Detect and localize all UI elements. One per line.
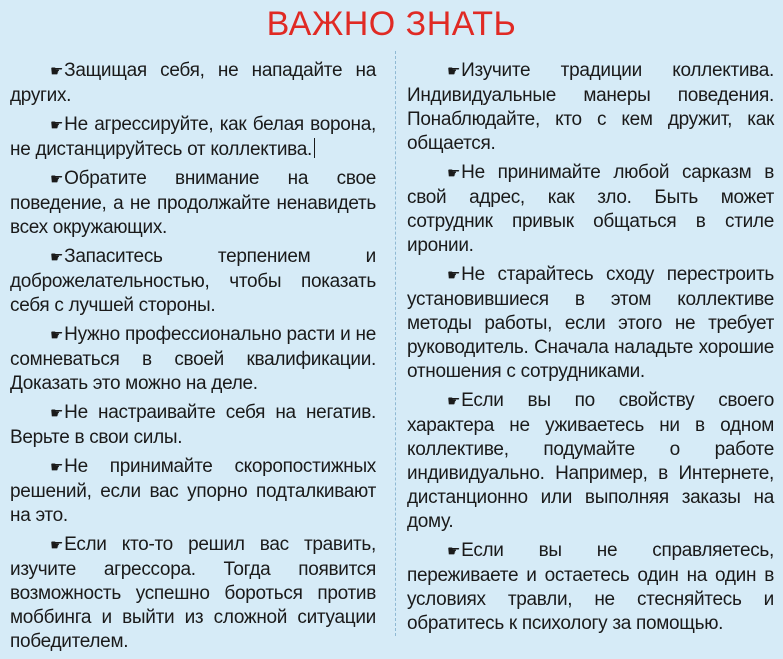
pointing-hand-icon: ☛ [50, 117, 64, 134]
tip-text: Если кто-то решил вас травить, изучите агрессора. Тогда появится возможность успешно бороться против моббинга и выйти из сложной ситуации победителем. [10, 534, 376, 652]
tip-text: Не агрессируйте, как белая ворона, не дистанцируйтесь от коллектива. [10, 114, 376, 160]
text-cursor [314, 138, 315, 158]
column-divider [395, 51, 396, 636]
pointing-hand-icon: ☛ [447, 63, 461, 80]
tip-paragraph [10, 401, 376, 450]
tip-paragraph [10, 59, 376, 108]
tip-paragraph [407, 161, 774, 258]
tip-text: Не принимайте любой сарказм в свой адрес, как зло. Быть может сотрудник привык общаться в стиле иронии. [407, 162, 774, 256]
tip-text: Защищая себя, не нападайте на других. [10, 60, 376, 106]
tip-text: Если вы по свойству своего характера не уживаетесь ни в одном коллективе, подумайте о работе индивидуально. Например, в Интернете, дистанционно или выполняя заказы на дому. [407, 390, 774, 532]
tip-text: Не настраивайте себя на негатив. Верьте в свои силы. [10, 402, 376, 448]
pointing-hand-icon: ☛ [447, 267, 461, 284]
pointing-hand-icon: ☛ [50, 459, 64, 476]
tip-text: Нужно профессионально расти и не сомневаться в своей квалификации. Доказать это можно на деле. [10, 324, 376, 394]
pointing-hand-icon: ☛ [447, 393, 461, 410]
tip-paragraph [10, 113, 376, 162]
tip-text: Запаситесь терпением и доброжелательностью, чтобы показать себя с лучшей стороны. [10, 246, 376, 316]
tip-paragraph [10, 323, 376, 396]
pointing-hand-icon: ☛ [50, 327, 64, 344]
tip-text: Если вы не справляетесь, переживаете и остаетесь один на один в условиях травли, не стесняйтесь и обратитесь к психологу за помощью. [407, 540, 774, 634]
tip-text: Не старайтесь сходу перестроить установившиеся в этом коллективе методы работы, если этого не требует руководитель. Сначала наладьте хорошие отношения с сотрудниками. [407, 264, 774, 382]
tip-paragraph [10, 245, 376, 318]
tip-paragraph [10, 455, 376, 528]
tip-paragraph [407, 389, 774, 534]
right-column [407, 59, 774, 641]
pointing-hand-icon: ☛ [50, 249, 64, 266]
left-column [10, 59, 376, 659]
pointing-hand-icon: ☛ [50, 405, 64, 422]
tip-text: Не принимайте скоропостижных решений, если вас упорно подталкивают на это. [10, 456, 376, 526]
page-title: ВАЖНО ЗНАТЬ [266, 5, 517, 43]
tip-paragraph [407, 539, 774, 636]
pointing-hand-icon: ☛ [50, 537, 64, 554]
pointing-hand-icon: ☛ [50, 171, 64, 188]
tip-paragraph [407, 59, 774, 156]
tip-text: Обратите внимание на свое поведение, а не продолжайте ненавидеть всех окружающих. [10, 168, 376, 238]
pointing-hand-icon: ☛ [447, 543, 461, 560]
tip-paragraph [407, 263, 774, 384]
pointing-hand-icon: ☛ [447, 165, 461, 182]
pointing-hand-icon: ☛ [50, 63, 64, 80]
tip-paragraph [10, 533, 376, 654]
tip-paragraph [10, 167, 376, 240]
tip-text: Изучите традиции коллектива. Индивидуальные манеры поведения. Понаблюдайте, кто с кем дружит, как общается. [407, 60, 774, 154]
